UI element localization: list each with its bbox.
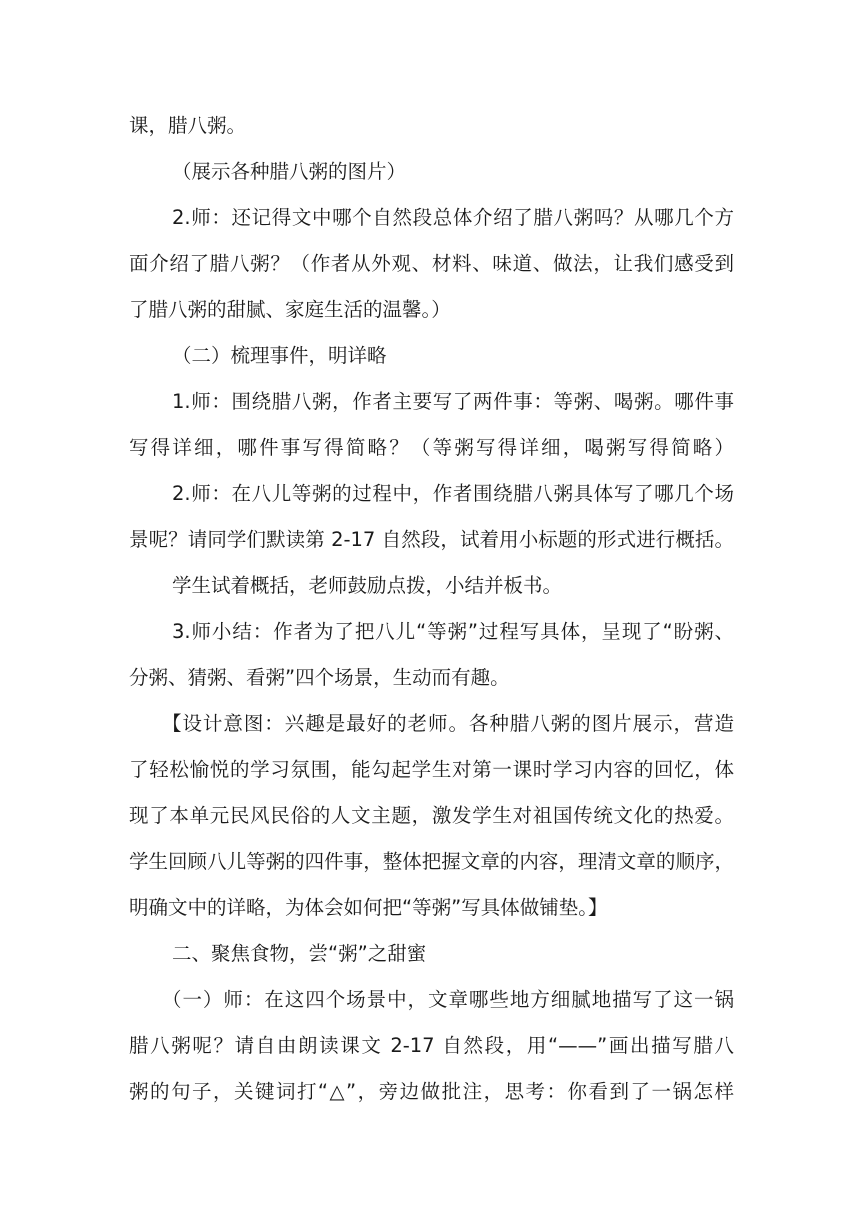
text-line: （一）师：在这四个场景中，文章哪些地方细腻地描写了这一锅 bbox=[162, 988, 734, 1011]
text-line: 腊八粥呢？请自由朗读课文 2-17 自然段，用“——”画出描写腊八 bbox=[129, 1034, 734, 1057]
text-line: 课，腊八粥。 bbox=[129, 114, 247, 137]
section-heading: （二）梳理事件，明详略 bbox=[172, 344, 387, 367]
text-line: 1.师：围绕腊八粥，作者主要写了两件事：等粥、喝粥。哪件事 bbox=[172, 390, 734, 413]
text-line: 2.师：在八儿等粥的过程中，作者围绕腊八粥具体写了哪几个场 bbox=[172, 482, 734, 505]
text-line: 学生试着概括，老师鼓励点拨，小结并板书。 bbox=[172, 574, 563, 597]
text-line: 面介绍了腊八粥？（作者从外观、材料、味道、做法，让我们感受到 bbox=[129, 252, 734, 275]
design-intent-line: 【设计意图：兴趣是最好的老师。各种腊八粥的图片展示，营造 bbox=[162, 712, 734, 735]
design-intent-line: 现了本单元民风民俗的人文主题，激发学生对祖国传统文化的热爱。 bbox=[129, 804, 734, 827]
text-line: 2.师：还记得文中哪个自然段总体介绍了腊八粥吗？从哪几个方 bbox=[172, 206, 734, 229]
design-intent-line: 明确文中的详略，为体会如何把“等粥”写具体做铺垫。】 bbox=[129, 896, 608, 919]
text-line: 粥的句子，关键词打“△”，旁边做批注，思考：你看到了一锅怎样 bbox=[129, 1080, 734, 1103]
design-intent-line: 了轻松愉悦的学习氛围，能勾起学生对第一课时学习内容的回忆，体 bbox=[129, 758, 734, 781]
text-line: 了腊八粥的甜腻、家庭生活的温馨。） bbox=[129, 298, 451, 321]
text-line: 写得详细，哪件事写得简略？（等粥写得详细，喝粥写得简略） bbox=[129, 436, 734, 459]
design-intent-line: 学生回顾八儿等粥的四件事，整体把握文章的内容，理清文章的顺序， bbox=[129, 850, 734, 873]
text-line: 景呢？请同学们默读第 2-17 自然段，试着用小标题的形式进行概括。 bbox=[129, 528, 734, 551]
text-line: 3.师小结：作者为了把八儿“等粥”过程写具体，呈现了“盼粥、 bbox=[172, 620, 734, 643]
text-line: 分粥、猜粥、看粥”四个场景，生动而有趣。 bbox=[129, 666, 510, 689]
section-heading: 二、聚焦食物，尝“粥”之甜蜜 bbox=[172, 942, 427, 965]
text-line: （展示各种腊八粥的图片） bbox=[172, 160, 407, 183]
